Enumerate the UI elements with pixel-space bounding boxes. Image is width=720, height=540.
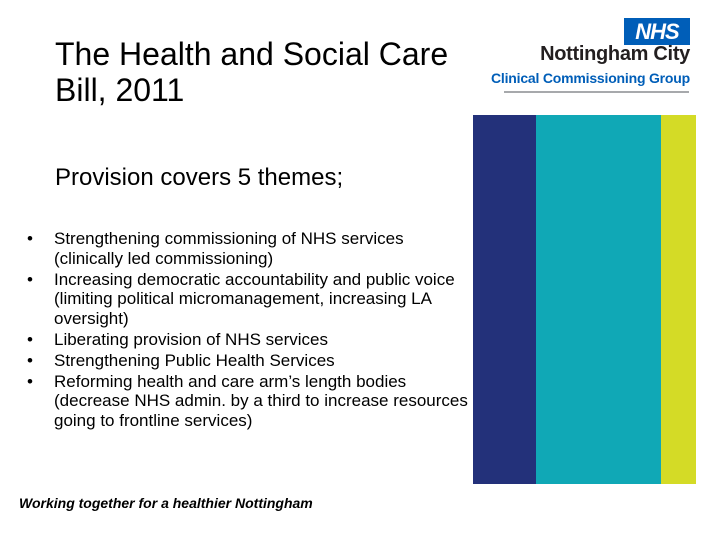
bullet-glyph: • — [27, 371, 33, 391]
navy-bar — [473, 115, 536, 484]
slide-subtitle: Provision covers 5 themes; — [55, 164, 344, 191]
list-item-text: Liberating provision of NHS services — [54, 329, 329, 349]
nhs-lozenge: NHS — [624, 18, 690, 45]
bullet-glyph: • — [27, 350, 33, 370]
list-item-text: Strengthening Public Health Services — [54, 350, 335, 370]
nhs-logo — [491, 18, 690, 98]
list-item — [20, 372, 470, 431]
list-item — [20, 229, 470, 268]
footer-tagline: Working together for a healthier Nottingham — [19, 495, 313, 511]
theme-list — [20, 229, 470, 432]
org-name: Nottingham City — [540, 43, 690, 65]
list-item — [20, 351, 470, 371]
decorative-color-bars — [473, 115, 696, 484]
list-item-text: Strengthening commissioning of NHS services (clinically led commissioning) — [54, 229, 404, 268]
bullet-glyph: • — [27, 269, 33, 289]
slide-title: The Health and Social Care Bill, 2011 — [55, 36, 449, 108]
bullet-glyph: • — [27, 329, 33, 349]
logo-divider — [504, 91, 689, 93]
lime-bar — [661, 115, 696, 484]
list-item-text: Reforming health and care arm’s length bodies (decrease NHS admin. by a third to increase resources going to frontline services) — [54, 371, 468, 430]
teal-bar — [536, 115, 661, 484]
bullet-glyph: • — [27, 229, 33, 248]
list-item-text: Increasing democratic accountability and public voice (limiting political micromanagement, increasing LA oversight) — [54, 269, 455, 328]
org-group-name: Clinical Commissioning Group — [491, 70, 690, 86]
list-item — [20, 270, 470, 329]
list-item — [20, 330, 470, 350]
